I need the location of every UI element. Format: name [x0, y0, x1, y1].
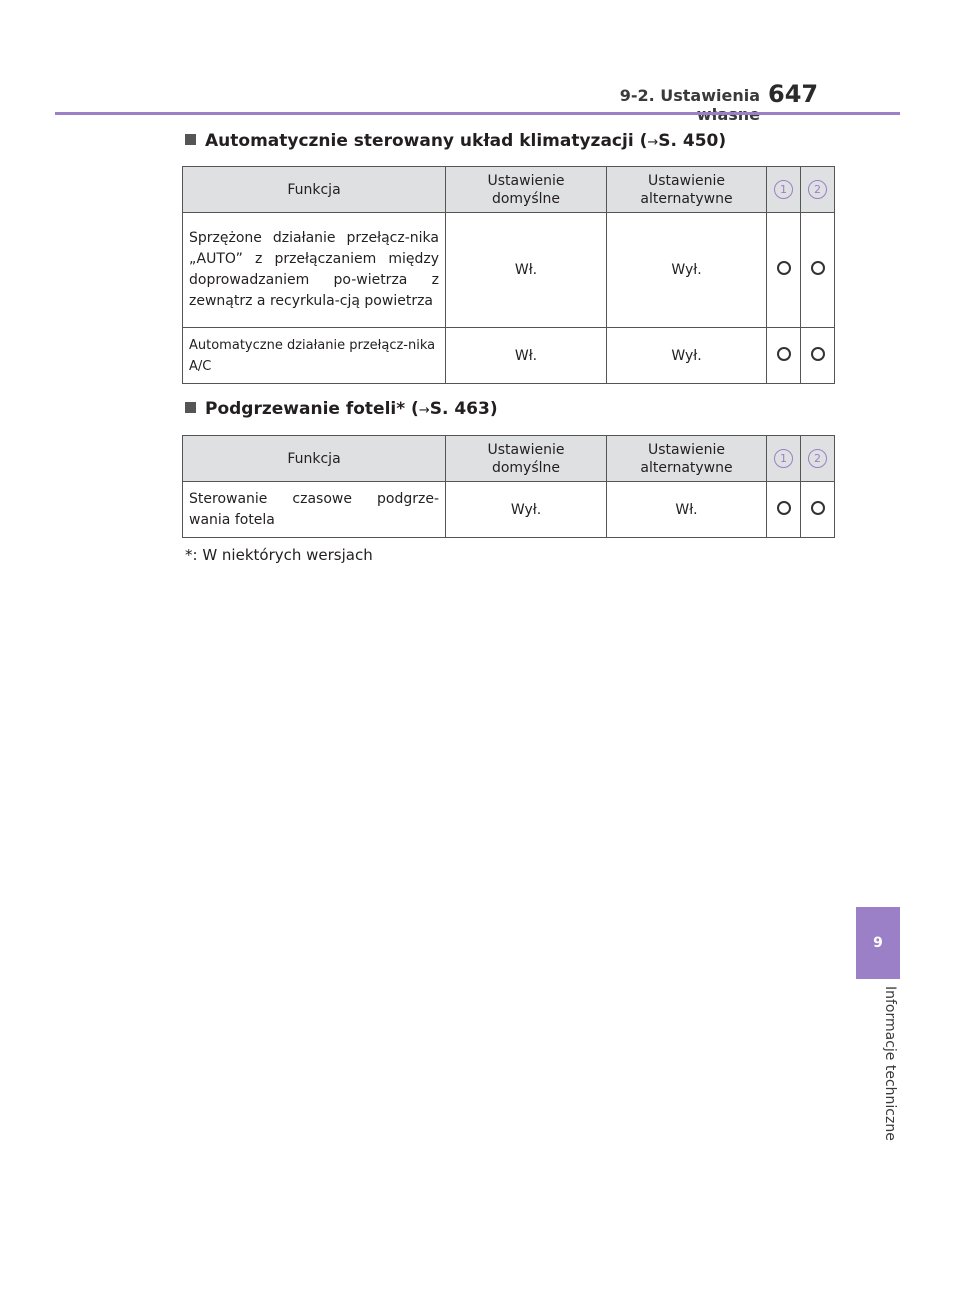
- circled-number-2-icon: 2: [808, 180, 827, 199]
- column-header-alternative: Ustawienie alternatywne: [607, 436, 767, 482]
- circled-number-2-icon: 2: [808, 449, 827, 468]
- column-header-default: Ustawienie domyślne: [446, 167, 607, 213]
- mark-cell-1: [767, 213, 801, 328]
- column-header-alternative: Ustawienie alternatywne: [607, 167, 767, 213]
- chapter-tab: 9: [856, 907, 900, 979]
- function-cell: Sprzężone działanie przełącz-nika „AUTO” z przełączaniem między doprowadzaniem po-wietrza z zewnątrz a recyrkula-cją powietrza: [183, 213, 446, 328]
- heading-ref: S. 463): [429, 399, 498, 419]
- default-value: Wł.: [446, 213, 607, 328]
- circle-mark-icon: [777, 501, 791, 515]
- column-header-default: Ustawienie domyślne: [446, 436, 607, 482]
- mark-cell-2: [801, 328, 835, 384]
- table-row: [183, 213, 835, 328]
- page-number: 647: [768, 80, 819, 108]
- square-bullet-icon: [185, 402, 196, 413]
- table-header-row: [183, 167, 835, 213]
- column-header-2: [801, 436, 835, 482]
- alternative-value: Wł.: [607, 482, 767, 538]
- circled-number-1-icon: 1: [774, 180, 793, 199]
- default-value: Wył.: [446, 482, 607, 538]
- alternative-value: Wył.: [607, 213, 767, 328]
- chapter-label: Informacje techniczne: [882, 986, 898, 1141]
- header-rule: [55, 112, 900, 115]
- arrow-right-icon: →: [418, 403, 430, 418]
- section-heading-seat-heating: [185, 399, 498, 419]
- column-header-2: [801, 167, 835, 213]
- default-value: Wł.: [446, 328, 607, 384]
- function-cell: Sterowanie czasowe podgrze-wania fotela: [183, 482, 446, 538]
- circle-mark-icon: [811, 347, 825, 361]
- mark-cell-1: [767, 482, 801, 538]
- section-heading-climate: [185, 131, 726, 151]
- table-row: [183, 482, 835, 538]
- circle-mark-icon: [811, 261, 825, 275]
- column-header-1: [767, 167, 801, 213]
- heading-text: Automatycznie sterowany układ klimatyzacji (: [205, 131, 648, 151]
- column-header-function: Funkcja: [183, 436, 446, 482]
- mark-cell-2: [801, 482, 835, 538]
- mark-cell-1: [767, 328, 801, 384]
- arrow-right-icon: →: [647, 135, 659, 150]
- section-title: 9-2. Ustawienia: [619, 86, 760, 105]
- table-header-row: [183, 436, 835, 482]
- settings-table-seat-heating: [182, 435, 835, 538]
- circle-mark-icon: [777, 261, 791, 275]
- circle-mark-icon: [777, 347, 791, 361]
- mark-cell-2: [801, 213, 835, 328]
- footnote: *: W niektórych wersjach: [185, 546, 373, 564]
- heading-text: Podgrzewanie foteli* (: [205, 399, 419, 419]
- square-bullet-icon: [185, 134, 196, 145]
- circled-number-1-icon: 1: [774, 449, 793, 468]
- column-header-function: Funkcja: [183, 167, 446, 213]
- settings-table-climate: [182, 166, 835, 384]
- alternative-value: Wył.: [607, 328, 767, 384]
- heading-ref: S. 450): [658, 131, 727, 151]
- column-header-1: [767, 436, 801, 482]
- function-cell: Automatyczne działanie przełącz-nika A/C: [183, 328, 446, 384]
- table-row: [183, 328, 835, 384]
- circle-mark-icon: [811, 501, 825, 515]
